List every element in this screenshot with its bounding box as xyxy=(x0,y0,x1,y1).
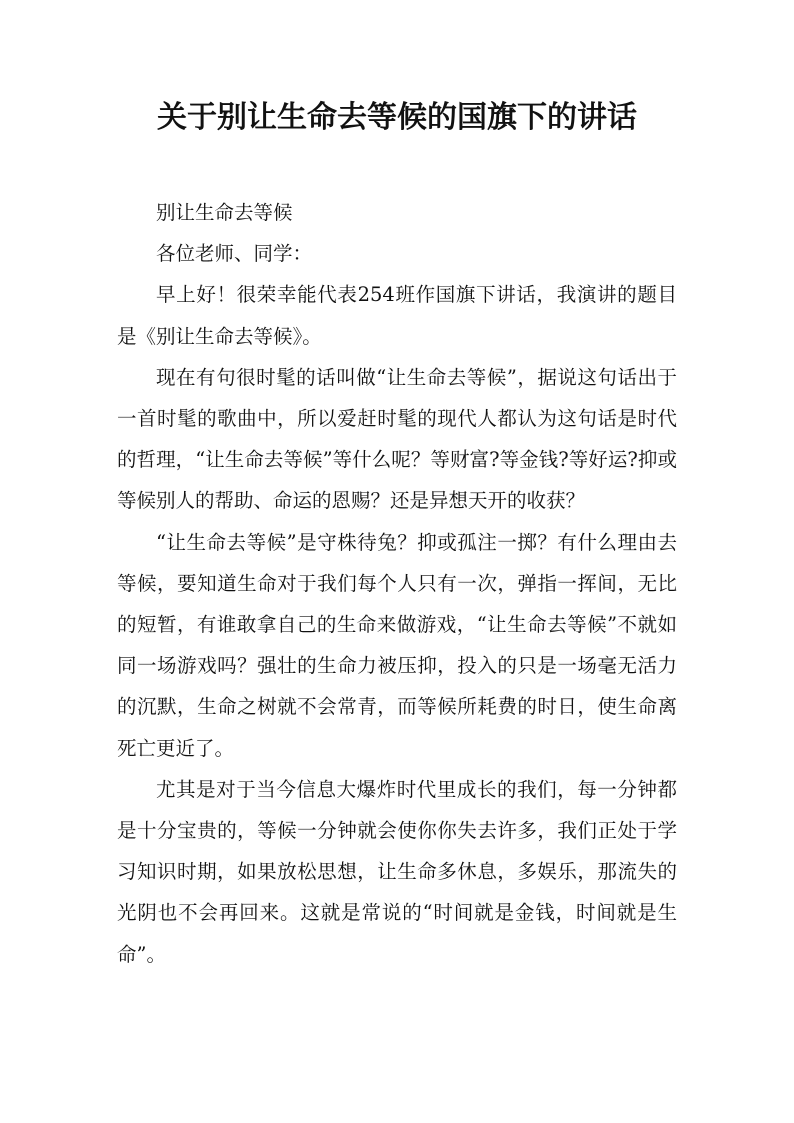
paragraph-2: 现在有句很时髦的话叫做“让生命去等候”，据说这句话出于一首时髦的歌曲中，所以爱赶时髦的现代人都认为这句话是时代的哲理，“让生命去等候”等什么呢？等财富?等金钱?等好运?抑或等候别人的帮助、命运的恩赐？还是异想天开的收获？ xyxy=(117,365,677,513)
paragraph-intro: 早上好！很荣幸能代表254班作国旗下讲话，我演讲的题目是《别让生命去等候》。 xyxy=(117,283,677,348)
document-body xyxy=(117,192,677,975)
document-title: 关于别让生命去等候的国旗下的讲话 xyxy=(157,100,637,135)
paragraph-3: “让生命去等候”是守株待兔？抑或孤注一掷？有什么理由去等候，要知道生命对于我们每个人只有一次，弹指一挥间，无比的短暂，有谁敢拿自己的生命来做游戏，“让生命去等候”不就如同一场游戏吗？强壮的生命力被压抑，投入的只是一场毫无活力的沉默，生命之树就不会常青，而等候所耗费的时日，使生命离死亡更近了。 xyxy=(117,530,677,760)
paragraph-4: 尤其是对于当今信息大爆炸时代里成长的我们，每一分钟都是十分宝贵的，等候一分钟就会使你你失去许多，我们正处于学习知识时期，如果放松思想，让生命多休息，多娱乐，那流失的光阴也不会再回来。这就是常说的“时间就是金钱，时间就是生命”。 xyxy=(117,777,677,966)
salutation: 各位老师、同学： xyxy=(156,242,313,266)
speech-heading: 别让生命去等候 xyxy=(156,201,293,224)
